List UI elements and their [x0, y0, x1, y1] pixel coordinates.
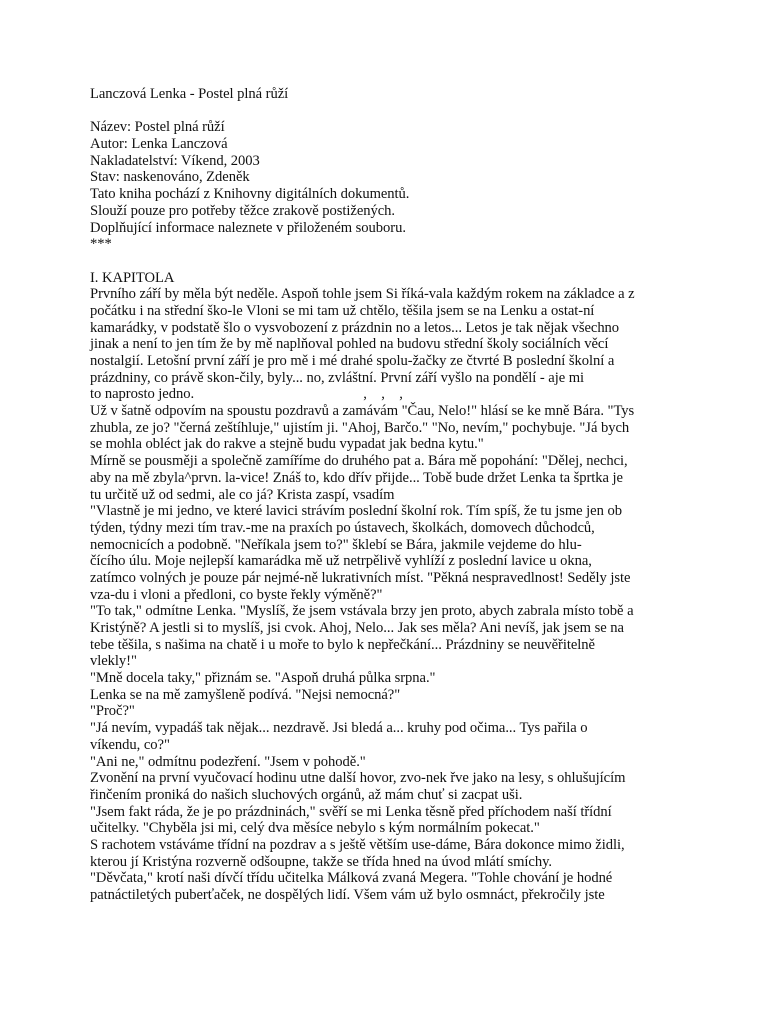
- body-text-line: kterou jí Kristýna rozverně odšoupne, takže se třída hned na úvod mlátí smíchy.: [90, 853, 552, 870]
- body-text-line: zhubla, ze jo? "černá zeštíhluje," ujistím ji. "Ahoj, Barčo." "No, nevím," pochybuje. "Já bych: [90, 419, 630, 436]
- document-page: [90, 86, 690, 904]
- metadata-author: Autor: Lenka Lanczová: [90, 136, 228, 153]
- metadata-publisher: Nakladatelství: Víkend, 2003: [90, 152, 260, 169]
- body-text-line: "To tak," odmítne Lenka. "Myslíš, že jsem vstávala brzy jen proto, abych zabrala místo tobě a: [90, 603, 634, 620]
- body-text-line: "Jsem fakt ráda, že je po prázdninách," svěří se mi Lenka těsně před příchodem naší třídní: [90, 803, 612, 820]
- blank-line: [90, 253, 690, 270]
- body-text-line: "Mně docela taky," přiznám se. "Aspoň druhá půlka srpna.": [90, 670, 436, 687]
- body-text-line: jinak a není to jen tím že by mě naplňoval pohled na budovu střední školy sociálních věcí: [90, 336, 609, 353]
- metadata-usage-note: Slouží pouze pro potřeby těžce zrakově postižených.: [90, 202, 396, 219]
- body-text-line: Kristýně? A jestli si to myslíš, jsi cvok. Ahoj, Nelo... Jak ses měla? Ani nevíš, jak jsem se na: [90, 620, 624, 636]
- body-text-line: tu určitě už od sedmi, ale co já? Krista zaspí, vsadím: [90, 486, 395, 503]
- body-text-line: "Vlastně je mi jedno, ve které lavici strávím poslední školní rok. Tím spíš, že tu jsme jen ob: [90, 503, 622, 520]
- body-text-line: zatímco volných je pouze pár nejmé-ně lukrativních míst. "Pěkná nespravedlnost! Seděly jste: [90, 569, 631, 586]
- body-text-line: kamarádky, v podstatě šlo o vysvobození z prázdnin no a letos... Letos je tak nějak všechno: [90, 319, 620, 336]
- body-text-line: tebe těšila, s našima na chatě i u moře to bylo k nepřečkání... Prázdniny se neuvěřitelně: [90, 636, 595, 653]
- body-text-line: Už v šatně odpovím na spoustu pozdravů a zamávám "Čau, Nelo!" hlásí se ke mně Bára. "Tys: [90, 403, 635, 420]
- body-text-line: vza-du i vloni a předloni, co byste řekly výměně?": [90, 586, 383, 603]
- body-text-line: čícího úlu. Moje nejlepší kamarádka mě už netrpělivě vyhlíží z poslední lavice u okna,: [90, 553, 592, 570]
- body-text-line: učitelky. "Chyběla jsi mi, celý dva měsíce nebylo s kým normálním pokecat.": [90, 820, 540, 837]
- body-text-line: řinčením proniká do našich sluchových orgánů, až mám chuť si zacpat uši.: [90, 786, 523, 803]
- section-separator: ***: [90, 236, 112, 253]
- body-text-line: aby na mě zbyla^prvn. la-vice! Znáš to, kdo dřív přijde... Tobě bude držet Lenka ta šprtka je: [90, 469, 623, 486]
- body-text-line: Mírně se pousměji a společně zamíříme do druhého pat a. Bára mě popohání: "Dělej, nechci,: [90, 453, 628, 470]
- body-text-line: týden, týdny mezi tím trav.-me na praxích po ústavech, školkách, domovech důchodců,: [90, 519, 595, 536]
- metadata-status: Stav: naskenováno, Zdeněk: [90, 169, 250, 186]
- body-text-line: se mohla obléct jak do rakve a stejně budu vypadat jak bedna kytu.": [90, 436, 484, 453]
- body-text-line: víkendu, co?": [90, 736, 170, 753]
- body-text-line: vlekly!": [90, 653, 137, 670]
- metadata-block: [90, 119, 690, 253]
- body-text-line: S rachotem vstáváme třídní na pozdrav a s ještě větším use-dáme, Bára dokonce mimo židli,: [90, 836, 625, 853]
- body-text-line: Lenka se na mě zamyšleně podívá. "Nejsi nemocná?": [90, 686, 401, 703]
- body-text-line: patnáctiletých puberťaček, ne dospělých lidí. Všem vám už bylo osmnáct, překročily jste: [90, 887, 605, 903]
- body-text-line: Prvního září by měla být neděle. Aspoň tohle jsem Si říká-vala každým rokem na základce a z: [90, 286, 635, 303]
- chapter-heading: I. KAPITOLA: [90, 269, 175, 286]
- body-text-line: prázdniny, co právě skon-čily, byly... no, zvláštní. První září vyšlo na pondělí - aje mi: [90, 369, 585, 386]
- body-text-line: "Proč?": [90, 703, 135, 720]
- body-text-line: Zvonění na první vyučovací hodinu utne další hovor, zvo-nek řve jako na lesy, s ohlušujícím: [90, 770, 626, 787]
- body-text-line: počátku i na střední ško-le Vloni se mi tam už chtělo, těšila jsem se na Lenku a ostat-ní: [90, 302, 595, 319]
- metadata-info-note: Doplňující informace naleznete v přiloženém souboru.: [90, 219, 406, 236]
- document-title: Lanczová Lenka - Postel plná růží: [90, 86, 289, 102]
- chapter-body-text: [90, 286, 690, 903]
- metadata-title: Název: Postel plná růží: [90, 119, 225, 136]
- body-text-line: "Já nevím, vypadáš tak nějak... nezdravě. Jsi bledá a... kruhy pod očima... Tys pařila o: [90, 720, 588, 737]
- metadata-source-note: Tato kniha pochází z Knihovny digitálních dokumentů.: [90, 186, 410, 203]
- body-text-line: nostalgií. Letošní první září je pro mě i mé drahé spolu-žačky ze čtvrté B poslední školní a: [90, 353, 615, 369]
- body-text-line: nemocnicích a podobně. "Neříkala jsem to?" šklebí se Bára, jakmile vejdeme do hlu-: [90, 536, 582, 553]
- body-text-line: "Děvčata," krotí naši dívčí třídu učitelka Málková zvaná Megera. "Tohle chování je hodné: [90, 870, 613, 887]
- body-text-line: "Ani ne," odmítnu podezření. "Jsem v pohodě.": [90, 753, 366, 770]
- blank-line: [90, 103, 690, 120]
- body-text-line: to naprosto jedno. , , ,: [90, 386, 403, 403]
